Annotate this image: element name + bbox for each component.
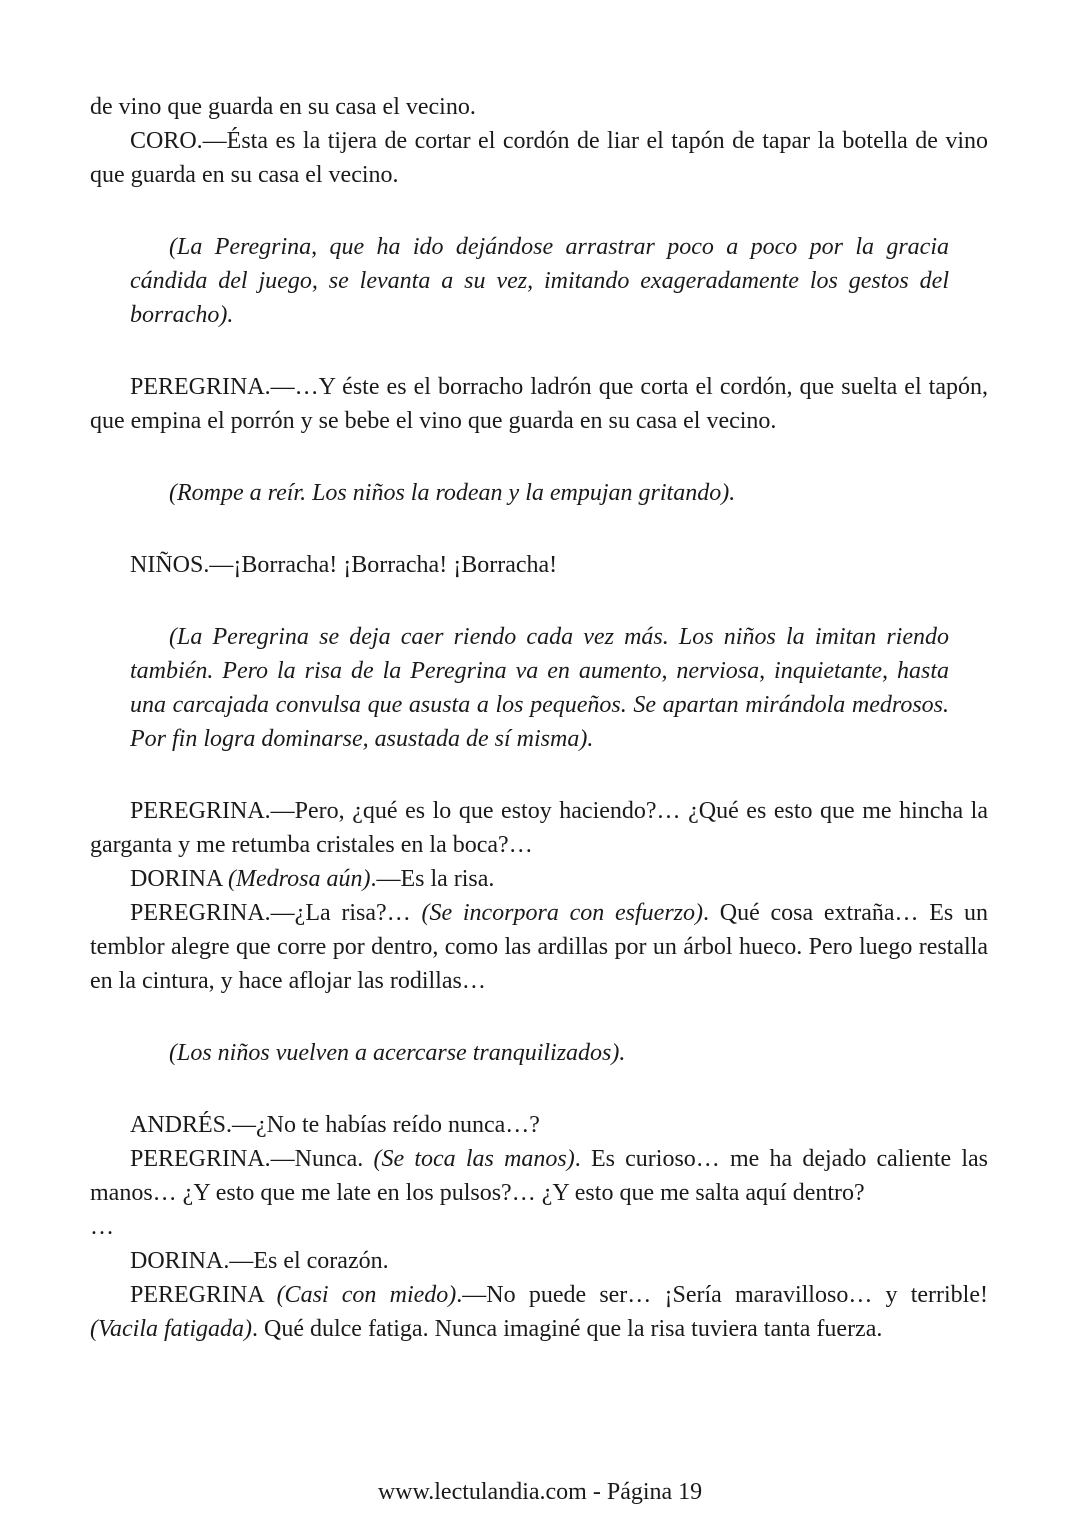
inline-stage-direction: (Medrosa aún) <box>228 866 371 892</box>
dialogue-ninos: NIÑOS.—¡Borracha! ¡Borracha! ¡Borracha! <box>130 552 558 578</box>
dialogue-peregrina <box>90 1142 988 1244</box>
dialogue-peregrina <box>90 896 988 998</box>
speech-text: .—Es la risa. <box>370 866 495 892</box>
page-body <box>90 90 988 1346</box>
paragraph-continuation: de vino que guarda en su casa el vecino. <box>90 94 476 120</box>
stage-direction: (La Peregrina se deja caer riendo cada vez más. Los niños la imitan riendo también. Pero la risa de la Peregrina va en aumento, nerviosa, inquietante, hasta una carcajada convulsa que asusta a los pequeños. Se apartan mirándola medrosos. Por fin logra dominarse, asustada de sí misma). <box>130 624 949 752</box>
stage-direction: (Rompe a reír. Los niños la rodean y la empujan gritando). <box>169 480 736 506</box>
speech-text: PEREGRINA.—Nunca. <box>130 1146 374 1172</box>
speech-text: . Es curioso… me ha dejado caliente las manos… ¿Y esto que me late en los pulsos?… ¿Y esto que me salta aquí dentro? <box>90 1146 989 1206</box>
speech-text: … <box>90 1214 114 1240</box>
speech-text: . Qué cosa extraña… Es un temblor alegre que corre por dentro, como las ardillas por un árbol hueco. Pero luego restalla en la cintura, y hace aflojar las rodillas… <box>90 900 989 994</box>
speech-text: PEREGRINA.—¿La risa?… <box>130 900 422 926</box>
dialogue-coro: CORO.—Ésta es la tijera de cortar el cordón de liar el tapón de tapar la botella de vino que guarda en su casa el vecino. <box>90 128 988 188</box>
stage-direction: (La Peregrina, que ha ido dejándose arrastrar poco a poco por la gracia cándida del juego, se levanta a su vez, imitando exageradamente los gestos del borracho). <box>130 234 949 328</box>
inline-stage-direction: (Se incorpora con esfuerzo) <box>421 900 703 926</box>
dialogue-peregrina: PEREGRINA.—…Y éste es el borracho ladrón que corta el cordón, que suelta el tapón, que empina el porrón y se bebe el vino que guarda en su casa el vecino. <box>90 374 988 434</box>
stage-direction: (Los niños vuelven a acercarse tranquilizados). <box>169 1040 626 1066</box>
page-footer: www.lectulandia.com - Página 19 <box>377 1479 703 1505</box>
dialogue-andres: ANDRÉS.—¿No te habías reído nunca…? <box>130 1112 540 1138</box>
dialogue-dorina: DORINA.—Es el corazón. <box>130 1248 389 1274</box>
dialogue-peregrina <box>90 1278 988 1346</box>
inline-stage-direction: (Vacila fatigada) <box>90 1316 252 1342</box>
inline-stage-direction: (Se toca las manos) <box>373 1146 575 1172</box>
dialogue-peregrina: PEREGRINA.—Pero, ¿qué es lo que estoy haciendo?… ¿Qué es esto que me hincha la garganta y me retumba cristales en la boca?… <box>90 798 988 858</box>
inline-stage-direction: (Casi con miedo) <box>276 1282 457 1308</box>
speech-text: .—No puede ser… ¡Sería maravilloso… y terrible! <box>456 1282 988 1308</box>
speaker-text: DORINA <box>130 866 229 892</box>
speaker-text: PEREGRINA <box>130 1282 277 1308</box>
speech-text: . Qué dulce fatiga. Nunca imaginé que la risa tuviera tanta fuerza. <box>251 1316 883 1342</box>
dialogue-dorina <box>90 862 988 896</box>
